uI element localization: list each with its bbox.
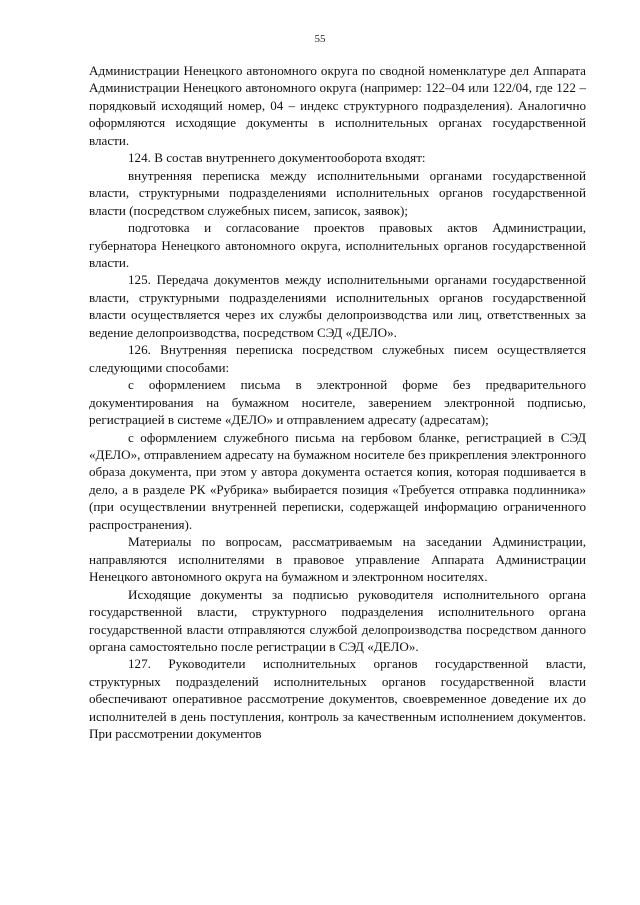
paragraph-126: 126. Внутренняя переписка посредством служебных писем осуществляется следующими способами: <box>89 342 586 375</box>
paragraph-127: 127. Руководители исполнительных органов государственной власти, структурных подразделений исполнительных органов государственной власти обеспечивают оперативное рассмотрение документов, своевременное доведение их до исполнителей в день поступления, контроль за качественным исполнением документов. При рассмотрении документов <box>89 656 586 742</box>
page-number: 55 <box>314 33 326 45</box>
paragraph-heraldic-letter: с оформлением служебного письма на гербовом бланке, регистрацией в СЭД «ДЕЛО», отправлением адресату на бумажном носителе без прикрепления электронного образа документа, при этом у автора документа остается копия, которая подшивается в дело, а в разделе РК «Рубрика» выбирается позиция «Требуется отправка подлинника» (при осуществлении внутренней переписки, содержащей информацию ограниченного распространения). <box>89 429 586 532</box>
document-body <box>89 62 586 743</box>
paragraph-125: 125. Передача документов между исполнительными органами государственной власти, структурными подразделениями исполнительных органов государственной власти осуществляется через их службы делопроизводства или лиц, ответственных за ведение делопроизводства, посредством СЭД «ДЕЛО». <box>89 272 586 340</box>
paragraph-continuation: Администрации Ненецкого автономного округа по сводной номенклатуре дел Аппарата Администрации Ненецкого автономного округа (например: 122–04 или 122/04, где 122 – порядковый исходящий номер, 04 – индекс структурного подразделения). Аналогично оформляются исходящие документы в исполнительных органах государственной власти. <box>89 63 586 148</box>
paragraph-124: 124. В состав внутреннего документооборота входят: <box>128 150 426 166</box>
paragraph-internal-correspondence: внутренняя переписка между исполнительными органами государственной власти, структурными подразделениями исполнительных органов государственной власти (посредством служебных писем, записок, заявок); <box>89 167 586 218</box>
paragraph-outgoing-documents: Исходящие документы за подписью руководителя исполнительного органа государственной власти, структурного подразделения исполнительного органа государственной власти отправляются службой делопроизводства посредством данного органа самостоятельно после регистрации в СЭД «ДЕЛО». <box>89 586 586 654</box>
paragraph-materials: Материалы по вопросам, рассматриваемым на заседании Администрации, направляются исполнителями в правовое управление Аппарата Администрации Ненецкого автономного округа на бумажном и электронном носителях. <box>89 534 586 585</box>
paragraph-electronic-letter: с оформлением письма в электронной форме без предварительного документирования на бумажном носителе, заверением электронной подписью, регистрацией в системе «ДЕЛО» и отправлением адресату (адресатам); <box>89 377 586 428</box>
paragraph-legal-acts-preparation: подготовка и согласование проектов правовых актов Администрации, губернатора Ненецкого автономного округа, исполнительных органов государственной власти. <box>89 220 586 270</box>
